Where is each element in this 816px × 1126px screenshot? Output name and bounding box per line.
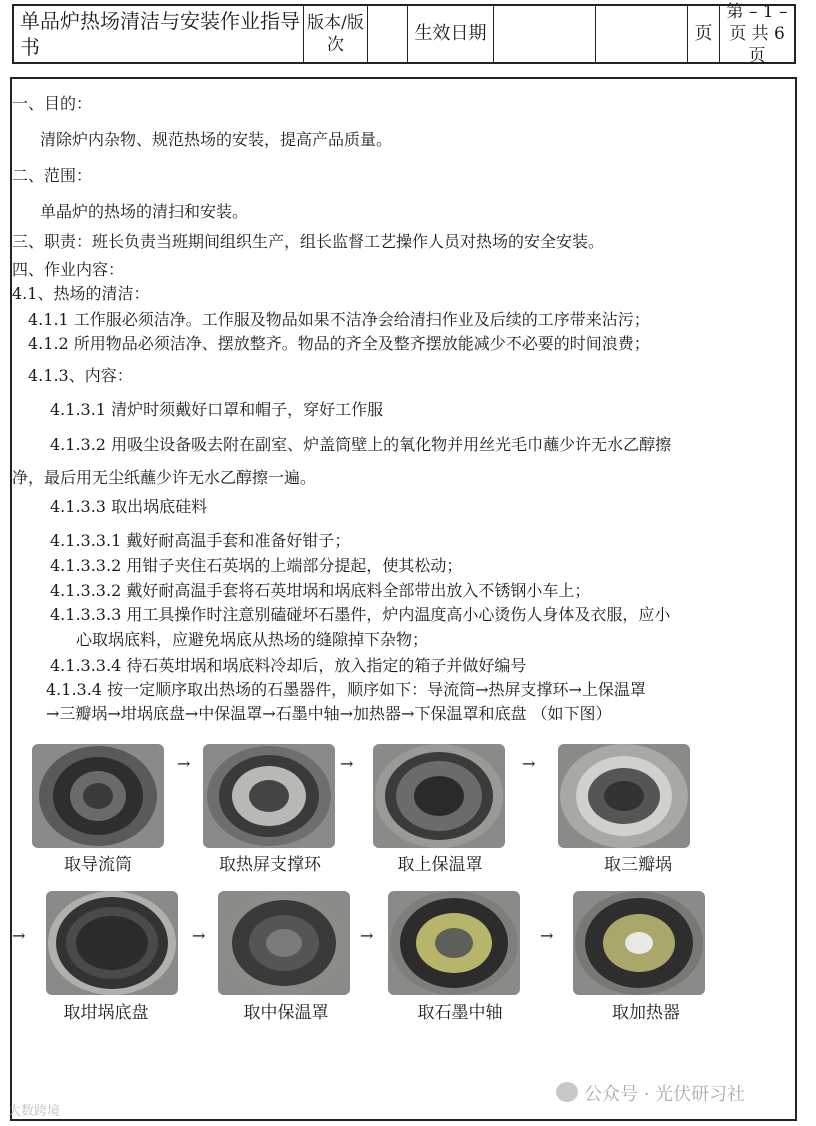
item-4-1-1: 4.1.1 工作服必须洁净。工作服及物品如果不洁净会给清扫作业及后续的工序带来沾污； bbox=[28, 310, 650, 329]
arrow-6: → bbox=[360, 926, 374, 945]
item-4-1-3-4-line2: →三瓣埚→坩埚底盘→中保温罩→石墨中轴→加热器→下保温罩和底盘 （如下图） bbox=[46, 704, 612, 723]
watermark-left: 大数跨境 bbox=[8, 1104, 61, 1119]
item-4-1-2: 4.1.2 所用物品必须洁净、摆放整齐。物品的齐全及整齐摆放能减少不必要的时间浪费； bbox=[28, 334, 650, 353]
effective-date-label: 生效日期 bbox=[408, 6, 494, 62]
version-value-cell bbox=[368, 6, 408, 62]
effective-date-value-cell bbox=[494, 6, 596, 62]
caption-4: 取三瓣埚 bbox=[604, 855, 672, 875]
arrow-7: → bbox=[540, 926, 554, 945]
photo-guide-tube bbox=[32, 744, 164, 848]
item-4-1-3-3-3-line2: 心取埚底料，应避免埚底从热场的缝隙掉下杂物； bbox=[76, 630, 429, 649]
caption-8: 取加热器 bbox=[612, 1003, 680, 1023]
item-4-1-3-3-2b: 4.1.3.3.2 戴好耐高温手套将石英坩埚和埚底料全部带出放入不锈钢小车上； bbox=[50, 581, 591, 600]
wechat-icon bbox=[556, 1082, 578, 1102]
section-1-text: 清除炉内杂物、规范热场的安装，提高产品质量。 bbox=[40, 130, 393, 149]
caption-2: 取热屏支撑环 bbox=[219, 855, 321, 875]
arrow-4: → bbox=[12, 926, 26, 945]
page-label: 页 bbox=[688, 6, 720, 62]
caption-3: 取上保温罩 bbox=[397, 855, 483, 875]
photo-three-petal-crucible bbox=[558, 744, 690, 848]
photo-middle-insulation bbox=[218, 891, 350, 995]
item-4-1-3-2-line2: 净，最后用无尘纸蘸少许无水乙醇擦一遍。 bbox=[12, 468, 317, 487]
arrow-3: → bbox=[522, 754, 536, 773]
item-4-1-3-3-2a: 4.1.3.3.2 用钳子夹住石英埚的上端部分提起，使其松动； bbox=[50, 556, 463, 575]
caption-5: 取坩埚底盘 bbox=[63, 1003, 149, 1023]
arrow-1: → bbox=[177, 754, 191, 773]
item-4-1-3-3-3-line1: 4.1.3.3.3 用工具操作时注意别磕碰坏石墨件，炉内温度高小心烫伤人身体及衣服，应小 bbox=[50, 605, 671, 624]
page-info: 第 – 1 – 页 共 6 页 bbox=[726, 2, 788, 66]
header-table bbox=[12, 4, 796, 64]
section-2-heading: 二、范围： bbox=[12, 166, 93, 185]
section-4-heading: 四、作业内容： bbox=[12, 260, 125, 279]
caption-6: 取中保温罩 bbox=[243, 1003, 329, 1023]
doc-title: 单品炉热场清洁与安装作业指导书 bbox=[14, 6, 304, 62]
watermark-right: 公众号 · 光伏研习社 bbox=[584, 1084, 746, 1105]
version-label: 版本/版次 bbox=[304, 6, 368, 62]
arrow-2: → bbox=[340, 754, 354, 773]
photo-graphite-shaft bbox=[388, 891, 520, 995]
photo-crucible-base bbox=[46, 891, 178, 995]
item-4-1-3-2-line1: 4.1.3.2 用吸尘设备吸去附在副室、炉盖筒壁上的氧化物并用丝光毛巾蘸少许无水乙醇擦 bbox=[50, 435, 672, 454]
section-1-heading: 一、目的： bbox=[12, 94, 93, 113]
item-4-1-3-1: 4.1.3.1 清炉时须戴好口罩和帽子，穿好工作服 bbox=[50, 400, 384, 419]
section-3-text: 三、职责：班长负责当班期间组织生产，组长监督工艺操作人员对热场的安全安装。 bbox=[12, 232, 605, 251]
arrow-5: → bbox=[192, 926, 206, 945]
item-4-1-3: 4.1.3、内容： bbox=[28, 366, 133, 385]
section-2-text: 单晶炉的热场的清扫和安装。 bbox=[40, 202, 249, 221]
caption-1: 取导流筒 bbox=[64, 855, 132, 875]
photo-heat-shield-ring bbox=[203, 744, 335, 848]
caption-7: 取石墨中轴 bbox=[417, 1003, 503, 1023]
photo-upper-insulation bbox=[373, 744, 505, 848]
section-4-1-heading: 4.1、热场的清洁： bbox=[12, 284, 150, 303]
item-4-1-3-3: 4.1.3.3 取出埚底硅料 bbox=[50, 497, 208, 516]
item-4-1-3-3-1: 4.1.3.3.1 戴好耐高温手套和准备好钳子； bbox=[50, 531, 351, 550]
item-4-1-3-3-4: 4.1.3.3.4 待石英坩埚和埚底料冷却后，放入指定的箱子并做好编号 bbox=[50, 656, 527, 675]
item-4-1-3-4-line1: 4.1.3.4 按一定顺序取出热场的石墨器件，顺序如下：导流筒→热屏支撑环→上保温罩 bbox=[46, 680, 646, 699]
blank-cell bbox=[596, 6, 688, 62]
photo-heater bbox=[573, 891, 705, 995]
